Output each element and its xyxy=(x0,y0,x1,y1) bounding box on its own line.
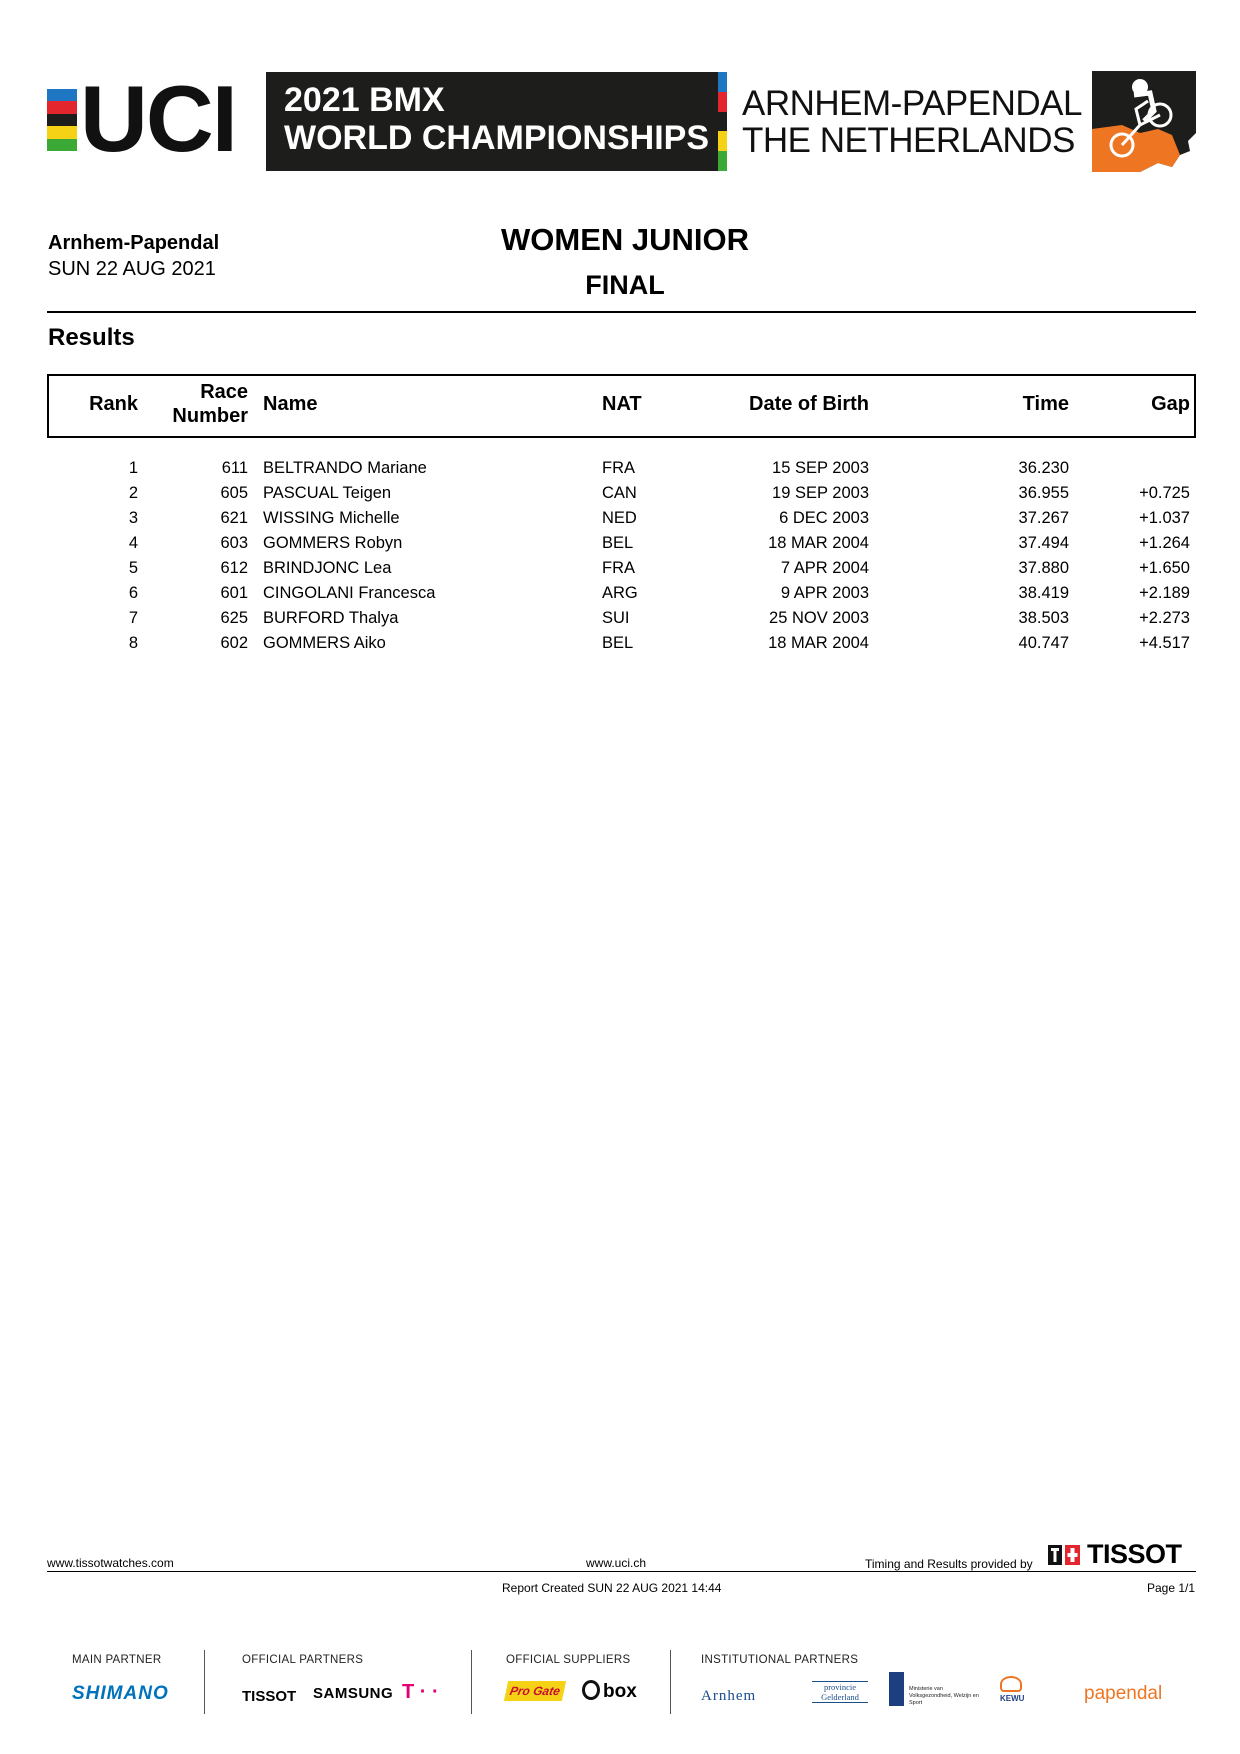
cell-time: 37.880 xyxy=(1018,559,1069,577)
cell-nat: FRA xyxy=(602,559,635,577)
tissot-url-link[interactable]: www.tissotwatches.com xyxy=(47,1556,174,1570)
header-nat: NAT xyxy=(602,393,642,415)
box-logo: box xyxy=(603,1681,637,1702)
cell-name: PASCUAL Teigen xyxy=(263,484,392,502)
cell-gap: +1.264 xyxy=(1139,534,1190,552)
cell-gap: +1.650 xyxy=(1139,559,1190,577)
uci-logo: UCI xyxy=(80,66,236,171)
cell-time: 38.419 xyxy=(1018,584,1069,602)
event-title: WOMEN JUNIOR xyxy=(501,222,749,257)
cell-rank: 4 xyxy=(128,534,138,552)
page-number: Page 1/1 xyxy=(1147,1581,1196,1595)
cell-time: 36.230 xyxy=(1018,459,1069,477)
cell-nat: CAN xyxy=(602,484,637,502)
cell-race-number: 625 xyxy=(220,609,248,627)
cell-date-of-birth: 19 SEP 2003 xyxy=(772,484,869,502)
partner-separator xyxy=(204,1650,205,1714)
cell-name: BELTRANDO Mariane xyxy=(263,459,427,477)
phase-title: FINAL xyxy=(585,270,665,300)
cell-nat: SUI xyxy=(602,609,630,627)
cell-rank: 7 xyxy=(128,609,138,627)
tissot-partner-logo: TISSOT xyxy=(242,1688,297,1705)
host-country: THE NETHERLANDS xyxy=(742,121,1075,160)
shimano-logo: SHIMANO xyxy=(72,1683,169,1704)
report-created: Report Created SUN 22 AUG 2021 14:44 xyxy=(502,1581,722,1595)
header-time: Time xyxy=(1022,393,1069,415)
cell-nat: BEL xyxy=(602,634,634,652)
samsung-logo: SAMSUNG xyxy=(313,1685,394,1702)
crown-icon xyxy=(1000,1676,1022,1692)
cell-nat: NED xyxy=(602,509,637,527)
ministry-emblem-icon xyxy=(889,1672,904,1706)
uci-url-link[interactable]: www.uci.ch xyxy=(586,1556,647,1570)
cell-rank: 1 xyxy=(128,459,138,477)
institutional-partners-label: INSTITUTIONAL PARTNERS xyxy=(701,1654,859,1666)
cell-race-number: 605 xyxy=(220,484,248,502)
cell-gap: +2.273 xyxy=(1139,609,1190,627)
host-city: ARNHEM-PAPENDAL xyxy=(742,84,1082,123)
header-name: Name xyxy=(263,393,318,415)
cell-gap: +0.725 xyxy=(1139,484,1190,502)
progate-logo: Pro Gate xyxy=(504,1681,566,1701)
cell-date-of-birth: 6 DEC 2003 xyxy=(779,509,869,527)
cell-race-number: 621 xyxy=(220,509,248,527)
divider xyxy=(47,311,1196,313)
box-logo-icon xyxy=(582,1680,600,1700)
cell-race-number: 611 xyxy=(221,459,248,477)
venue: Arnhem-Papendal xyxy=(48,232,220,254)
cell-rank: 5 xyxy=(128,559,138,577)
arnhem-logo: Arnhem xyxy=(701,1688,757,1704)
cell-name: GOMMERS Robyn xyxy=(263,534,403,552)
banner-rainbow-stripes xyxy=(718,72,727,171)
main-partner-label: MAIN PARTNER xyxy=(72,1654,162,1666)
header-race-number-line1: Race xyxy=(200,381,248,403)
kewu-logo: KEWU xyxy=(1000,1694,1025,1703)
cell-rank: 2 xyxy=(128,484,138,502)
cell-date-of-birth: 15 SEP 2003 xyxy=(772,459,869,477)
cell-name: GOMMERS Aiko xyxy=(263,634,386,652)
ministry-logo: Ministerie van Volksgezondheid, Welzijn en Sport xyxy=(909,1686,979,1706)
cell-nat: FRA xyxy=(602,459,635,477)
cell-name: WISSING Michelle xyxy=(263,509,400,527)
footer-divider xyxy=(47,1571,1196,1572)
cell-rank: 3 xyxy=(128,509,138,527)
official-suppliers-label: OFFICIAL SUPPLIERS xyxy=(506,1654,631,1666)
header-race-number-line2: Number xyxy=(172,405,248,427)
cell-race-number: 612 xyxy=(220,559,248,577)
uci-rainbow-stripes xyxy=(47,89,77,151)
section-heading: Results xyxy=(48,324,135,351)
telekom-logo: T · · xyxy=(402,1681,439,1703)
cell-name: CINGOLANI Francesca xyxy=(263,584,436,602)
championship-title-line2: WORLD CHAMPIONSHIPS xyxy=(284,119,709,157)
tissot-cross-icon xyxy=(1048,1545,1080,1565)
cell-nat: BEL xyxy=(602,534,634,552)
cell-nat: ARG xyxy=(602,584,638,602)
championship-title-line1: 2021 BMX xyxy=(284,81,445,119)
cell-name: BURFORD Thalya xyxy=(263,609,399,627)
cell-time: 40.747 xyxy=(1018,634,1069,652)
cell-name: BRINDJONC Lea xyxy=(263,559,392,577)
cell-date-of-birth: 9 APR 2003 xyxy=(780,584,869,602)
tissot-logo: TISSOT xyxy=(1087,1539,1182,1569)
cell-date-of-birth: 18 MAR 2004 xyxy=(768,634,869,652)
papendal-logo: papendal xyxy=(1084,1683,1163,1704)
cell-race-number: 601 xyxy=(220,584,248,602)
cell-gap: +4.517 xyxy=(1139,634,1190,652)
partner-separator xyxy=(471,1650,472,1714)
cell-gap: +2.189 xyxy=(1139,584,1190,602)
cell-date-of-birth: 25 NOV 2003 xyxy=(769,609,869,627)
header-gap: Gap xyxy=(1151,393,1190,415)
header-date-of-birth: Date of Birth xyxy=(749,393,869,415)
header-rank: Rank xyxy=(89,393,138,415)
cell-date-of-birth: 18 MAR 2004 xyxy=(768,534,869,552)
cell-time: 36.955 xyxy=(1018,484,1069,502)
event-date: SUN 22 AUG 2021 xyxy=(48,258,216,280)
cell-rank: 6 xyxy=(128,584,138,602)
cell-gap: +1.037 xyxy=(1139,509,1190,527)
cell-time: 38.503 xyxy=(1018,609,1069,627)
cell-race-number: 602 xyxy=(220,634,248,652)
cell-time: 37.267 xyxy=(1018,509,1069,527)
partner-separator xyxy=(670,1650,671,1714)
gelderland-logo: provincie Gelderland xyxy=(812,1681,868,1703)
timing-credit: Timing and Results provided by xyxy=(865,1557,1033,1571)
official-partners-label: OFFICIAL PARTNERS xyxy=(242,1654,364,1666)
cell-date-of-birth: 7 APR 2004 xyxy=(780,559,869,577)
cell-time: 37.494 xyxy=(1018,534,1069,552)
bmx-rider-emblem-icon xyxy=(1092,71,1196,172)
cell-race-number: 603 xyxy=(220,534,248,552)
cell-rank: 8 xyxy=(128,634,138,652)
